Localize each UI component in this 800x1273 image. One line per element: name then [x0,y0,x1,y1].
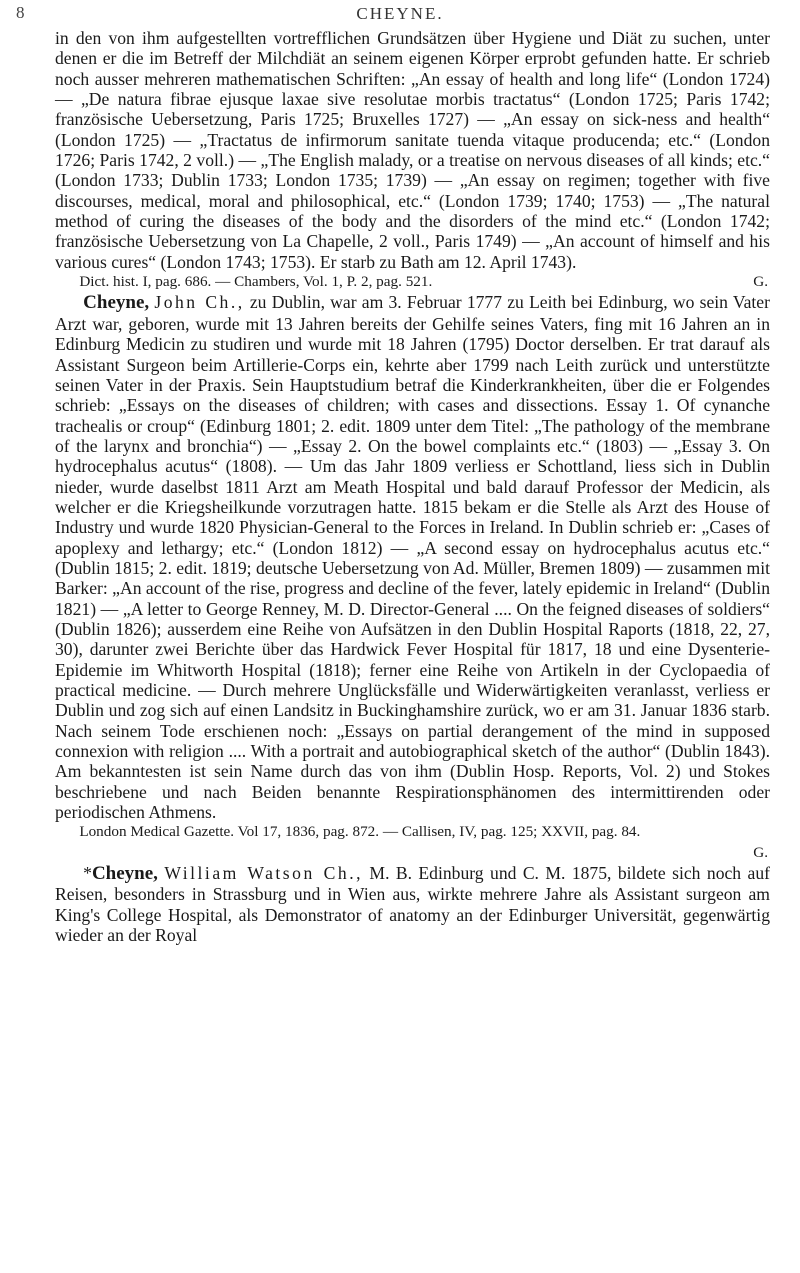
entry-source-line [55,843,770,863]
living-marker: * [83,863,92,884]
entry-name: John Ch., [154,292,245,313]
entry-william-watson-cheyne [55,863,770,945]
entry-name: William Watson Ch., [164,863,363,884]
entry-john-cheyne [55,292,770,822]
entry-headword: Cheyne, [91,863,158,885]
entry-text: zu Dublin, war am 3. Februar 1777 zu Leith bei Edinburg, wo sein Vater Arzt war, geboren, wurde mit 13 Jahren bereits der Gehilfe seines Vaters, fing mit 16 Jahren an in Edinburg Medicin zu studiren und wurde mit 18 Jahren (1795) Doctor derselben. Er trat darauf als Assistant Surgeon beim Artillerie-Corps ein, kehrte aber 1799 nach Leith zurück und unterstützte seinen Vater in der Praxis. Sein Hauptstudium betraf die Kinderkrankheiten, über die er Folgendes schrieb: „Essays on the diseases of children; with cases and dissections. Essay 1. Of cynanche trachealis or croup“ (Edinburg 1801; 2. edit. 1809 unter dem Titel: „The pathology of the membrane of the larynx and bronchia“) — „Essay 2. On the bowel complaints etc.“ (1803) — „Essay 3. On hydrocephalus acutus“ (1808). — Um das Jahr 1809 verliess er Schottland, liess sich in Dublin nieder, wurde daselbst 1811 Arzt am Meath Hospital und bald darauf Professor der Medicin, als welcher er die Kriegsheilkunde vorzutragen hatte. 1815 bekam er die Stelle als Arzt des House of Industry und wurde 1820 Physician-General to the Forces in Ireland. In Dublin schrieb er: „Cases of apoplexy and lethargy; etc.“ (London 1812) — „A second essay on hydrocephalus acutus etc.“ (Dublin 1815; 2. edit. 1819; deutsche Uebersetzung von Ad. Müller, Bremen 1809) — zusammen mit Barker: „An account of the rise, progress and decline of the fever, lately epidemic in Ireland“ (Dublin 1821) — „A letter to George Renney, M. D. Director-General .... On the feigned diseases of soldiers“ (Dublin 1826); ausserdem eine Reihe von Aufsätzen in den Dublin Hospital Raports (1818, 22, 27, 30), darunter zwei Berichte über das Hardwick Fever Hospital für 1817, 18 und eine Dysenterie-Epidemie im Whitworth Hospital (1818); ferner eine Reihe von Artikeln in der Cyclopaedia of practical medicine. — Durch mehrere Unglücksfälle und Widerwärtigkeiten veranlasst, verliess er Dublin und zog sich auf einen Landsitz in Buckinghamshire zurück, wo er am 31. Januar 1836 starb. Nach seinem Tode erschienen noch: „Essays on partial derangement of the mind in supposed connexion with religion .... With a portrait and autobiographical sketch of the author“ (Dublin 1843). Am bekanntesten ist sein Name durch das von ihm (Dublin Hosp. Reports, Vol. 2) und Stokes beschriebene und nach Beiden benannte Respirationsphänomen des intermittirenden oder periodischen Athmens. [55,292,770,823]
source-reference: London Medical Gazette. Vol 17, 1836, pag. 872. — Callisen, IV, pag. 125; XXVII, pag. 84. [79,823,641,841]
entry-source-line [55,272,770,292]
source-reference: Dict. hist. I, pag. 686. — Chambers, Vol. 1, P. 2, pag. 521. [79,273,433,291]
page-number: 8 [16,3,25,22]
entry-headword: Cheyne, [83,292,150,314]
entry-continuation-text: in den von ihm aufgestellten vortrefflichen Grundsätzen über Hygiene und Diät zu suchen, unter denen er die im Betreff der Milchdiät an seinem eigenen Körper erprobt gefunden hatte. Er schrieb noch ausser mehreren mathematischen Schriften: „An essay of health and long life“ (London 1724) — „De natura fibrae ejusque laxae sive resolutae morbis tractatus“ (London 1725; Paris 1742; französische Uebersetzung, Paris 1725; Bruxelles 1727) — „An essay on sick-ness and health“ (London 1725) — „Tractatus de infirmorum sanitate tuenda vitaque producenda; etc.“ (London 1726; Paris 1742, 2 voll.) — „The English malady, or a treatise on nervous diseases of all kinds; etc.“ (London 1733; Dublin 1733; London 1735; 1739) — „An essay on regimen; together with five discourses, medical, moral and philosophical, etc.“ (London 1739; 1740; 1753) — „The natural method of curing the diseases of the body and the disorders of the mind etc.“ (London 1742; französische Uebersetzung von La Chapelle, 2 voll., Paris 1749) — „An account of himself and his various cures“ (London 1743; 1753). Er starb zu Bath am 12. April 1743). [55,28,770,272]
entry-text: M. B. Edinburg und C. M. 1875, bildete sich noch auf Reisen, besonders in Strassburg und in Wien aus, wirkte mehrere Jahre als Assistant surgeon am King's College Hospital, als Demonstrator of anatomy an der Edinburger Universität, gegenwärtig wieder an der Royal [55,863,770,946]
page-body [55,28,770,945]
author-signature: G. [753,273,768,291]
entry-source-line [55,822,770,842]
author-signature: G. [753,843,768,861]
running-title: CHEYNE. [356,4,444,23]
